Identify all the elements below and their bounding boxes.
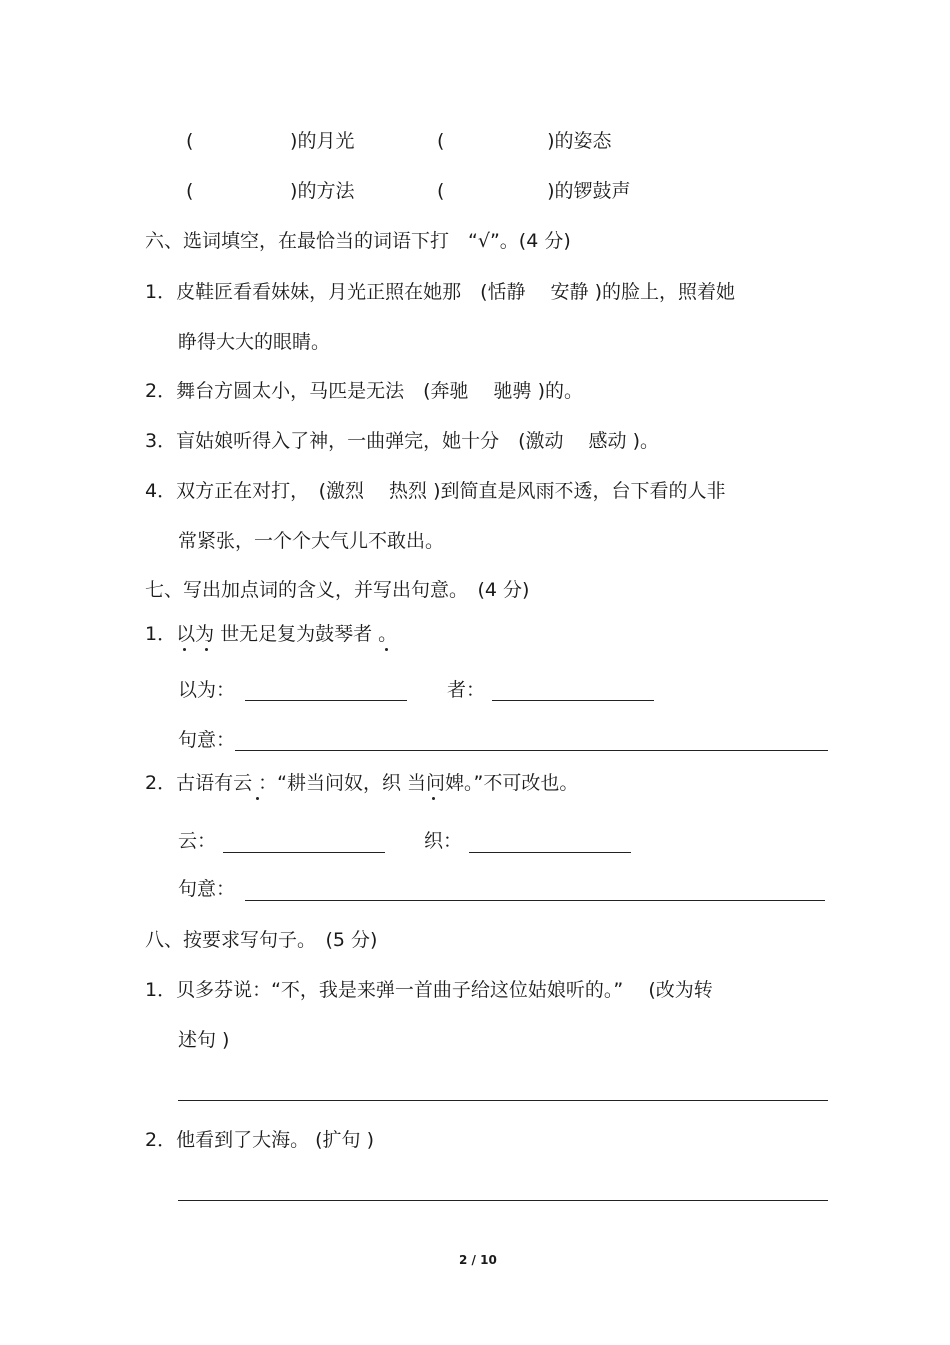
fill-row2-left: ( )的方法	[186, 180, 355, 202]
emphasis-dot	[256, 797, 259, 800]
s8-item2-line1: 2．他看到了大海。 (扩句 )	[145, 1129, 374, 1151]
s6-item4-line1: 4．双方正在对打， (激烈 热烈 )到简直是风雨不透，台下看的人非	[145, 480, 726, 502]
s6-item1-line2: 睁得大大的眼睛。	[178, 331, 331, 353]
section8-title: 八、按要求写句子。 (5 分)	[145, 929, 378, 951]
answer-line[interactable]	[235, 750, 828, 751]
s6-item3-line1: 3．盲姑娘听得入了神，一曲弹完，她十分 (激动 感动 )。	[145, 430, 659, 452]
emphasis-dot	[432, 797, 435, 800]
page-number: 2 / 10	[459, 1253, 497, 1267]
answer-line[interactable]	[178, 1100, 828, 1101]
s7-item1-text: 1．以为 世无足复为鼓琴者 。	[145, 623, 398, 645]
answer-line[interactable]	[245, 700, 407, 701]
s7-item2-label-b: 织：	[424, 830, 463, 852]
s7-item1-label-a: 以为：	[178, 679, 236, 701]
answer-line[interactable]	[245, 900, 825, 901]
answer-line[interactable]	[223, 852, 385, 853]
s6-item2-line1: 2．舞台方圆太小，马匹是无法 (奔驰 驰骋 )的。	[145, 380, 583, 402]
s6-item1-line1: 1．皮鞋匠看看妹妹，月光正照在她那 (恬静 安静 )的脸上，照着她	[145, 281, 735, 303]
section7-title: 七、写出加点词的含义，并写出句意。 (4 分)	[145, 579, 530, 601]
fill-row1-left: ( )的月光	[186, 130, 355, 152]
emphasis-dot	[205, 648, 208, 651]
s8-item1-line1: 1．贝多芬说：“不，我是来弹一首曲子给这位姑娘听的。” (改为转	[145, 979, 713, 1001]
emphasis-dot	[385, 648, 388, 651]
section6-title: 六、选词填空，在最恰当的词语下打 “√”。(4 分)	[145, 230, 571, 252]
fill-row2-right: ( )的锣鼓声	[437, 180, 631, 202]
s7-item2-meaning-label: 句意：	[178, 878, 236, 900]
fill-row1-right: ( )的姿态	[437, 130, 612, 152]
s7-item2-text: 2．古语有云 ：“耕当问奴，织 当问婢。”不可改也。	[145, 772, 579, 794]
s6-item4-line2: 常紧张，一个个大气儿不敢出。	[178, 530, 445, 552]
answer-line[interactable]	[178, 1200, 828, 1201]
s7-item1-label-b: 者：	[447, 679, 486, 701]
s8-item1-line2: 述句 )	[178, 1029, 230, 1051]
s7-item1-meaning-label: 句意：	[178, 729, 236, 751]
answer-line[interactable]	[469, 852, 631, 853]
emphasis-dot	[183, 648, 186, 651]
s7-item2-label-a: 云：	[178, 830, 217, 852]
answer-line[interactable]	[492, 700, 654, 701]
